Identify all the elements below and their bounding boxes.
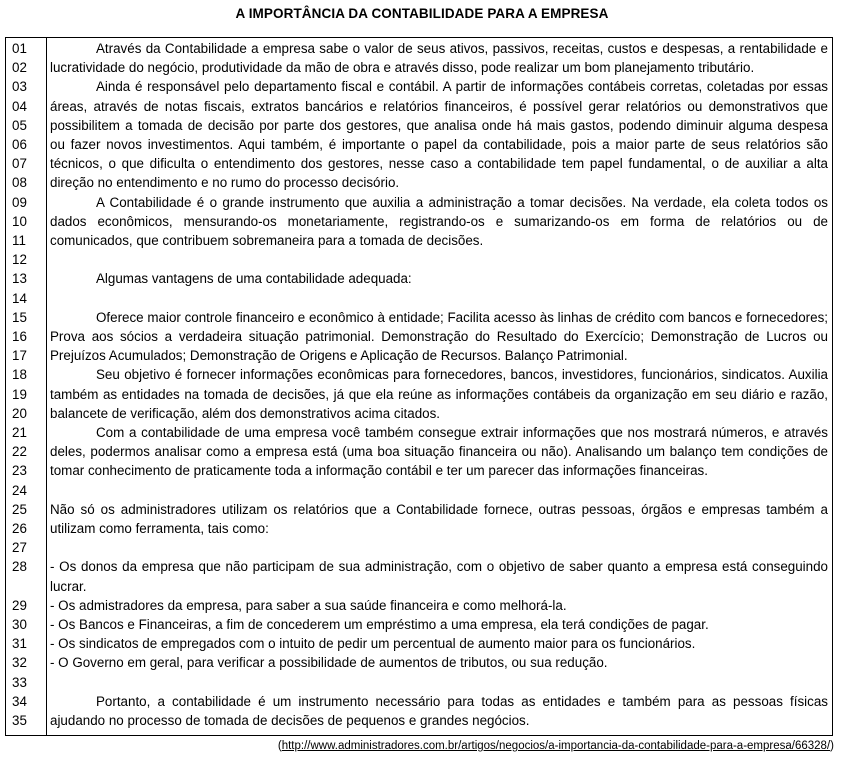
text-line	[6, 634, 834, 653]
text-line	[6, 538, 834, 557]
line-text: comunicados, que contribuem sobremaneira para a tomada de decisões.	[50, 233, 484, 248]
line-number: 07	[12, 156, 27, 172]
line-number: 02	[12, 60, 27, 76]
source-citation	[278, 740, 834, 752]
line-number: 26	[12, 521, 27, 536]
text-line	[6, 250, 834, 269]
line-text: - Os Bancos e Financeiras, a fim de concederem um empréstimo a uma empresa, ela terá condições de pagar.	[50, 617, 709, 632]
line-text: Prejuízos Acumulados; Demonstração de Origens e Aplicação de Recursos. Balanço Patrimonial.	[50, 348, 628, 364]
line-text: Ainda é responsável pelo departamento fiscal e contábil. A partir de informações contábeis corretas, coletadas por essas	[96, 79, 828, 95]
line-number: 31	[12, 636, 27, 652]
line-text: ajudando no processo de tomada de decisões de pequenos e grandes negócios.	[50, 713, 530, 728]
line-number: 06	[12, 137, 27, 152]
text-line	[6, 711, 834, 730]
line-text: Com a contabilidade de uma empresa você também consegue extrair informações que nos mostrará números, e através	[96, 425, 828, 440]
text-line	[6, 212, 834, 231]
line-text: possibilitem a tomada de decisão por parte dos gestores, que analisa onde há mais gastos, podendo diminuir alguma despesa	[50, 117, 828, 133]
line-number: 24	[12, 482, 27, 498]
text-line	[6, 365, 834, 384]
text-line	[6, 557, 834, 576]
line-number: 17	[12, 348, 27, 364]
line-text: - O Governo em geral, para verificar a possibilidade de aumentos de tributos, ou sua redução.	[50, 655, 608, 671]
text-line	[6, 135, 834, 154]
line-number: 22	[12, 444, 27, 460]
line-text: dados econômicos, mensurando-os monetariamente, registrando-os e sumarizando-os em forma de relatórios ou de	[50, 213, 828, 229]
line-number: 15	[12, 309, 27, 325]
line-number: 19	[12, 386, 27, 402]
line-text: tomar conhecimento de praticamente toda a informação contábil e ter um parecer das informações financeiras.	[50, 463, 708, 479]
text-line	[6, 173, 834, 192]
source-link[interactable]: http://www.administradores.com.br/artigos/negocios/a-importancia-da-contabilidade-para-a-empresa/66328/	[281, 740, 831, 752]
text-line	[6, 692, 834, 711]
line-number: 21	[12, 425, 27, 440]
text-line	[6, 308, 834, 327]
text-line	[6, 500, 834, 519]
text-line	[6, 519, 834, 538]
text-line	[6, 58, 834, 77]
line-number: 12	[12, 252, 27, 268]
line-number: 25	[12, 501, 27, 517]
line-number: 32	[12, 655, 27, 671]
text-line	[6, 269, 834, 288]
text-line	[6, 653, 834, 672]
line-number: 18	[12, 367, 27, 383]
text-line	[6, 116, 834, 135]
line-text: balancete de verificação, além dos demonstrativos acima citados.	[50, 405, 441, 421]
text-line	[6, 77, 834, 96]
line-text: - Os sindicatos de empregados com o intuito de pedir um percentual de aumento maior para os funcionários.	[50, 636, 696, 652]
line-number: 05	[12, 117, 27, 133]
line-number: 03	[12, 79, 27, 95]
text-line	[6, 423, 834, 442]
line-text: - Os donos da empresa que não participam de sua administração, com o objetivo de saber quanto a empresa está conseguindo	[50, 559, 828, 575]
line-number: 04	[12, 98, 27, 114]
line-number: 13	[12, 271, 27, 287]
text-line	[6, 404, 834, 423]
text-line	[6, 39, 834, 58]
line-number: 16	[12, 329, 27, 344]
text-line	[6, 231, 834, 250]
line-text: deles, podermos analisar como a empresa está (uma boa situação financeira ou não). Analisando um balanço tem condições de	[50, 444, 828, 460]
line-text: Prova aos sócios a verdadeira situação patrimonial. Demonstração do Resultado do Exercício; Demonstração de Lucros ou	[50, 329, 828, 344]
line-text: lucratividade do negócio, produtividade da mão de obra e através disso, pode realizar um bom planejamento tributário.	[50, 60, 755, 76]
line-text: ou fazer novos investimentos. Aqui também, é importante o papel da contabilidade, pois a maior parte de seus relatórios são	[50, 137, 828, 152]
text-line	[6, 193, 834, 212]
line-text: direção no entendimento e no rumo do processo decisório.	[50, 175, 400, 191]
line-text: Portanto, a contabilidade é um instrumento necessário para todas as entidades e também para as pessoas físicas	[96, 693, 828, 709]
line-number: 09	[12, 194, 27, 210]
line-text: lucrar.	[50, 578, 87, 594]
text-line	[6, 327, 834, 346]
line-number: 35	[12, 713, 27, 728]
line-number: 14	[12, 290, 27, 306]
text-line	[6, 154, 834, 173]
line-number: 28	[12, 559, 27, 575]
text-line	[6, 577, 834, 596]
line-text: Através da Contabilidade a empresa sabe o valor de seus ativos, passivos, receitas, custos e despesas, a rentabilidade e	[96, 41, 828, 56]
line-number: 10	[12, 213, 27, 229]
line-text: Não só os administradores utilizam os relatórios que a Contabilidade fornece, outras pessoas, órgãos e empresas também a	[50, 501, 828, 517]
text-line	[6, 385, 834, 404]
line-text: Seu objetivo é fornecer informações econômicas para fornecedores, bancos, investidores, funcionários, sindicatos. Auxilia	[96, 367, 828, 383]
text-line	[6, 615, 834, 634]
line-number: 33	[12, 674, 27, 690]
text-line	[6, 461, 834, 480]
line-number: 01	[12, 41, 27, 56]
text-line	[6, 97, 834, 116]
text-line	[6, 481, 834, 500]
source-open-paren: (	[277, 740, 282, 752]
line-number: 30	[12, 617, 27, 632]
source-close-paren: )	[830, 740, 834, 752]
line-text: - Os admistradores da empresa, para saber a sua saúde financeira e como melhorá-la.	[50, 597, 567, 613]
text-line	[6, 346, 834, 365]
document-title: A IMPORTÂNCIA DA CONTABILIDADE PARA A EMPRESA	[235, 6, 609, 21]
line-number: 11	[12, 233, 26, 248]
line-text: também as entidades na tomada de decisões, já que ela reúne as informações contábeis da organização em seu diário e razão,	[50, 386, 828, 402]
line-text: utilizam como ferramenta, tais como:	[50, 521, 269, 536]
line-text: técnicos, o que dificulta o entendimento dos gestores, nesse caso a contabilidade tem papel fundamental, o de auxiliar a alta	[50, 156, 828, 172]
text-line	[6, 289, 834, 308]
numbered-text-box	[5, 37, 833, 736]
text-line	[6, 673, 834, 692]
line-number: 20	[12, 405, 27, 421]
line-text: Algumas vantagens de uma contabilidade adequada:	[96, 271, 412, 287]
line-number: 08	[12, 175, 27, 191]
line-number: 27	[12, 540, 27, 556]
line-number: 29	[12, 597, 27, 613]
line-number: 34	[12, 693, 27, 709]
line-number: 23	[12, 463, 27, 479]
line-text: Oferece maior controle financeiro e econômico à entidade; Facilita acesso às linhas de crédito com bancos e fornecedores;	[96, 309, 828, 325]
line-text: áreas, através de notas fiscais, extratos bancários e relatórios financeiros, é possível gerar relatórios ou demonstrativos que	[50, 98, 828, 114]
text-line	[6, 442, 834, 461]
line-text: A Contabilidade é o grande instrumento que auxilia a administração a tomar decisões. Na verdade, ela coleta todos os	[96, 194, 828, 210]
text-line	[6, 596, 834, 615]
